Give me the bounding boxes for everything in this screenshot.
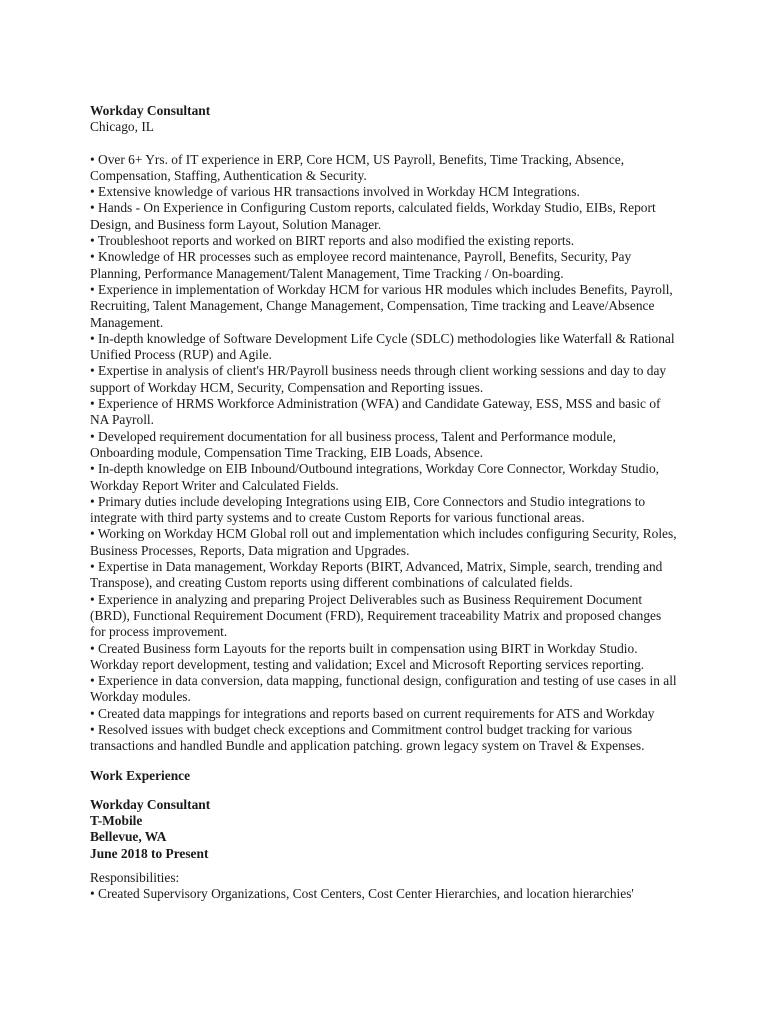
summary-item: • Knowledge of HR processes such as employee record maintenance, Payroll, Benefits, Security, Pay Planning, Performance Management/Talent Management, Time Tracking / On-boarding. — [90, 249, 632, 281]
summary-item: • Experience in analyzing and preparing Project Deliverables such as Business Requirement Document (BRD), Functional Requirement Document (FRD), Requirement traceability Matrix and proposed changes for process improvement. — [90, 591, 662, 640]
summary-item: • Working on Workday HCM Global roll out and implementation which includes configuring Security, Roles, Business Processes, Reports, Data migration and Upgrades. — [90, 526, 677, 558]
summary-item: • In-depth knowledge on EIB Inbound/Outbound integrations, Workday Core Connector, Workday Studio, Workday Report Writer and Calculated Fields. — [90, 461, 660, 493]
job-title: Workday Consultant — [90, 796, 211, 812]
job-entry — [90, 797, 680, 903]
summary-item: • Created data mappings for integrations and reports based on current requirements for ATS and Workday — [90, 705, 655, 721]
summary-item: • Created Business form Layouts for the reports built in compensation using BIRT in Workday Studio. Workday report development, testing and validation; Excel and Microsoft Reporting services reporting. — [90, 640, 645, 672]
summary-item: • Developed requirement documentation for all business process, Talent and Performance module, Onboarding module, Compensation Time Tracking, EIB Loads, Absence. — [90, 428, 616, 460]
summary-item: • Extensive knowledge of various HR transactions involved in Workday HCM Integrations. — [90, 184, 580, 200]
job-company: T-Mobile — [90, 813, 143, 829]
summary-list — [90, 152, 680, 755]
resume-title: Workday Consultant — [90, 103, 211, 118]
summary-item: • Experience in data conversion, data mapping, functional design, configuration and testing of use cases in all Workday modules. — [90, 673, 677, 705]
summary-item: • Resolved issues with budget check exceptions and Commitment control budget tracking for various transactions and handled Bundle and application patching. grown legacy system on Travel & Expenses. — [90, 721, 645, 754]
resume-page — [90, 103, 680, 903]
summary-item: • Hands - On Experience in Configuring Custom reports, calculated fields, Workday Studio, EIBs, Report Design, and Business form Layout, Solution Manager. — [90, 200, 656, 232]
summary-item: • Experience in implementation of Workday HCM for various HR modules which includes Benefits, Payroll, Recruiting, Talent Management, Change Management, Compensation, Time tracking and Leave/Absence Management. — [90, 281, 673, 330]
job-location: Bellevue, WA — [90, 829, 167, 845]
summary-item: • Troubleshoot reports and worked on BIRT reports and also modified the existing reports. — [90, 233, 575, 249]
summary-item: • Expertise in analysis of client's HR/Payroll business needs through client working sessions and day to day support of Workday HCM, Security, Compensation and Reporting issues. — [90, 363, 667, 395]
responsibility-item: • Created Supervisory Organizations, Cost Centers, Cost Center Hierarchies, and location hierarchies' — [90, 886, 634, 902]
summary-item: • In-depth knowledge of Software Development Life Cycle (SDLC) methodologies like Waterfall & Rational Unified Process (RUP) and Agile. — [90, 330, 675, 363]
summary-item: • Over 6+ Yrs. of IT experience in ERP, Core HCM, US Payroll, Benefits, Time Tracking, Absence, Compensation, Staffing, Authentication & Security. — [90, 151, 625, 183]
job-dates: June 2018 to Present — [90, 845, 209, 861]
work-experience-heading: Work Experience — [90, 767, 191, 783]
responsibilities-label: Responsibilities: — [90, 870, 180, 886]
resume-location: Chicago, IL — [90, 119, 154, 135]
summary-item: • Primary duties include developing Integrations using EIB, Core Connectors and Studio integrations to integrate with third party systems and to create Custom Reports for various functional areas. — [90, 493, 646, 526]
summary-item: • Expertise in Data management, Workday Reports (BIRT, Advanced, Matrix, Simple, search, trending and Transpose), and creating Custom reports using different combinations of calculated fields. — [90, 559, 663, 591]
summary-item: • Experience of HRMS Workforce Administration (WFA) and Candidate Gateway, ESS, MSS and basic of NA Payroll. — [90, 396, 661, 428]
